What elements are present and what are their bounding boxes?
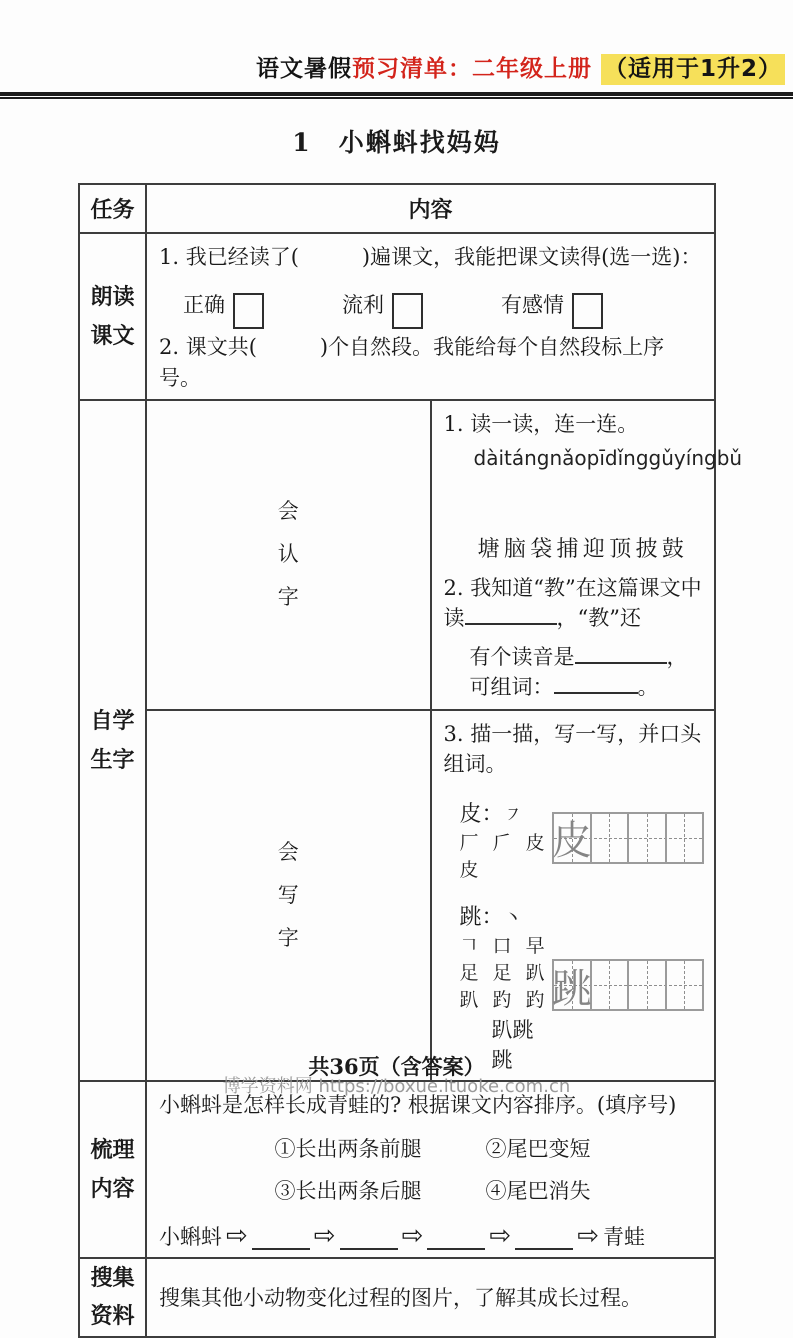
page-count-note: 共36页（含答案） bbox=[308, 1054, 485, 1079]
reading-item-2: 2. 课文共( )个自然段。我能给每个自然段标上序号。 bbox=[159, 335, 665, 390]
pinyin-item: dài bbox=[473, 445, 505, 470]
option-fluent-label: 流利 bbox=[342, 293, 384, 318]
summary-option-1: ①长出两条前腿 bbox=[274, 1136, 422, 1161]
header-double-rule bbox=[0, 92, 793, 99]
summary-option-3: ③长出两条后腿 bbox=[274, 1178, 422, 1203]
checkbox-fluent[interactable] bbox=[392, 293, 423, 329]
row-summary bbox=[79, 1081, 715, 1257]
grid-cell bbox=[551, 961, 592, 1012]
grid-cell[interactable] bbox=[667, 814, 703, 862]
write-content-cell bbox=[431, 710, 716, 1082]
recognize-item-2-line2: 有个读音是 ，可组词： 。 bbox=[469, 644, 688, 700]
task-label-summary: 梳理内容 bbox=[79, 1081, 146, 1257]
row-collect bbox=[79, 1258, 715, 1337]
hanzi-item: 顶 bbox=[609, 536, 632, 562]
grid-cell[interactable] bbox=[667, 961, 703, 1009]
pinyin-item: nǎo bbox=[549, 445, 587, 470]
option-fluent bbox=[342, 286, 423, 322]
pinyin-item: táng bbox=[504, 445, 550, 470]
right-arrow-icon: ⇨ bbox=[489, 1220, 512, 1251]
hanzi-item: 塘 bbox=[477, 536, 500, 562]
summary-option-4: ④尾巴消失 bbox=[485, 1178, 591, 1203]
pinyin-row bbox=[444, 440, 743, 470]
pinyin-item: pī bbox=[586, 445, 605, 470]
sub-label-recognize: 会认字 bbox=[146, 400, 431, 709]
hanzi-item: 捕 bbox=[556, 536, 579, 562]
hanzi-item: 袋 bbox=[530, 536, 553, 562]
column-header-task: 任务 bbox=[79, 184, 146, 233]
reading-options-row bbox=[183, 286, 706, 322]
grid-trace-char-tiao: 跳 bbox=[551, 965, 592, 1012]
right-arrow-icon: ⇨ bbox=[313, 1220, 336, 1251]
sequence-blank-3[interactable] bbox=[427, 1229, 485, 1250]
checkbox-emotion[interactable] bbox=[572, 293, 603, 329]
table-header-row bbox=[79, 184, 715, 233]
sequence-start: 小蝌蚪 bbox=[159, 1224, 222, 1249]
checkbox-correct[interactable] bbox=[233, 293, 264, 329]
fill-blank-word[interactable] bbox=[554, 673, 638, 694]
collect-instruction: 搜集其他小动物变化过程的图片，了解其成长过程。 bbox=[159, 1286, 642, 1311]
hanzi-item: 迎 bbox=[582, 536, 605, 562]
row-write bbox=[79, 710, 715, 1082]
sequence-blank-2[interactable] bbox=[340, 1229, 398, 1250]
grid-cell[interactable] bbox=[592, 961, 630, 1009]
write-item-3: 3. 描一描，写一写，并口头组词。 bbox=[443, 721, 702, 776]
sub-label-write: 会写字 bbox=[146, 710, 431, 1082]
option-correct bbox=[183, 286, 264, 322]
fill-blank-pronunciation-2[interactable] bbox=[575, 643, 667, 664]
hanzi-item: 披 bbox=[635, 536, 658, 562]
summary-content-cell bbox=[146, 1081, 715, 1257]
fill-blank-pronunciation-1[interactable] bbox=[465, 604, 557, 625]
write-row-tiao bbox=[444, 896, 707, 1074]
task-label-reading: 朗读课文 bbox=[79, 233, 146, 400]
practice-grid-tiao bbox=[552, 959, 704, 1011]
right-arrow-icon: ⇨ bbox=[401, 1220, 424, 1251]
page-header bbox=[0, 50, 785, 83]
tiao-stroke-order-line2: 趴跳跳 bbox=[491, 1018, 534, 1073]
sequence-end: 青蛙 bbox=[602, 1224, 645, 1249]
pinyin-item: gǔ bbox=[648, 445, 674, 470]
lesson-title: 1 小蝌蚪找妈妈 bbox=[292, 128, 501, 157]
hanzi-row bbox=[444, 532, 707, 563]
task-label-selfstudy: 自学生字 bbox=[79, 400, 146, 1081]
summary-option-2: ②尾巴变短 bbox=[485, 1136, 591, 1161]
grid-cell[interactable] bbox=[629, 814, 667, 862]
column-header-content: 内容 bbox=[146, 184, 715, 233]
option-emotion bbox=[501, 286, 603, 322]
header-series-title: 语文暑假 bbox=[255, 56, 352, 82]
tiao-stroke-order: 跳：丶 𠃍 口 早 足 足 趴 趴 趵 趵 bbox=[459, 905, 549, 1012]
sequence-row bbox=[159, 1221, 706, 1251]
grid-cell[interactable] bbox=[592, 814, 630, 862]
hanzi-item: 脑 bbox=[503, 536, 526, 562]
watermark-text: 博学资料网 https://boxue.ituoke.com.cn bbox=[222, 1076, 571, 1097]
practice-grid-pi bbox=[552, 812, 704, 864]
reading-content-cell bbox=[146, 233, 715, 400]
pinyin-item: dǐng bbox=[604, 445, 649, 470]
pinyin-item: yíng bbox=[673, 445, 717, 470]
task-label-collect: 搜集资料 bbox=[79, 1258, 146, 1337]
sequence-blank-1[interactable] bbox=[252, 1229, 310, 1250]
right-arrow-icon: ⇨ bbox=[226, 1220, 248, 1251]
recognize-item-2-line1: 2. 我知道“教”在这篇课文中读 ，“教”还 bbox=[443, 575, 702, 631]
row-reading bbox=[79, 233, 715, 400]
collect-content-cell bbox=[146, 1258, 715, 1337]
tiao-stroke-block bbox=[444, 896, 553, 1074]
header-subtitle: 预习清单：二年级上册 bbox=[351, 56, 592, 82]
recognize-content-cell bbox=[431, 400, 743, 709]
reading-item-1: 1. 我已经读了( )遍课文，我能把课文读得(选一选)： bbox=[159, 245, 702, 269]
grid-trace-char-pi: 皮 bbox=[551, 818, 592, 865]
grid-cell[interactable] bbox=[629, 961, 667, 1009]
option-correct-label: 正确 bbox=[183, 293, 225, 318]
summary-options-row-2 bbox=[159, 1175, 706, 1205]
recognize-item-1: 1. 读一读，连一连。 bbox=[443, 412, 639, 437]
sequence-blank-4[interactable] bbox=[515, 1229, 573, 1250]
worksheet-table bbox=[78, 183, 743, 1338]
hanzi-item: 鼓 bbox=[661, 536, 684, 562]
option-emotion-label: 有感情 bbox=[501, 293, 564, 318]
header-grade-badge: （适用于1升2） bbox=[601, 54, 785, 85]
row-recognize bbox=[79, 400, 715, 709]
pi-stroke-order: 皮：㇇ 厂 𠂆 皮 皮 bbox=[459, 802, 549, 882]
write-row-pi bbox=[444, 793, 707, 882]
right-arrow-icon: ⇨ bbox=[577, 1220, 599, 1251]
summary-intro: 小蝌蚪是怎样长成青蛙的? 根据课文内容排序。(填序号) bbox=[159, 1093, 677, 1118]
pinyin-item: bǔ bbox=[716, 445, 743, 470]
grid-cell bbox=[551, 814, 592, 865]
summary-options-row-1 bbox=[159, 1133, 706, 1163]
